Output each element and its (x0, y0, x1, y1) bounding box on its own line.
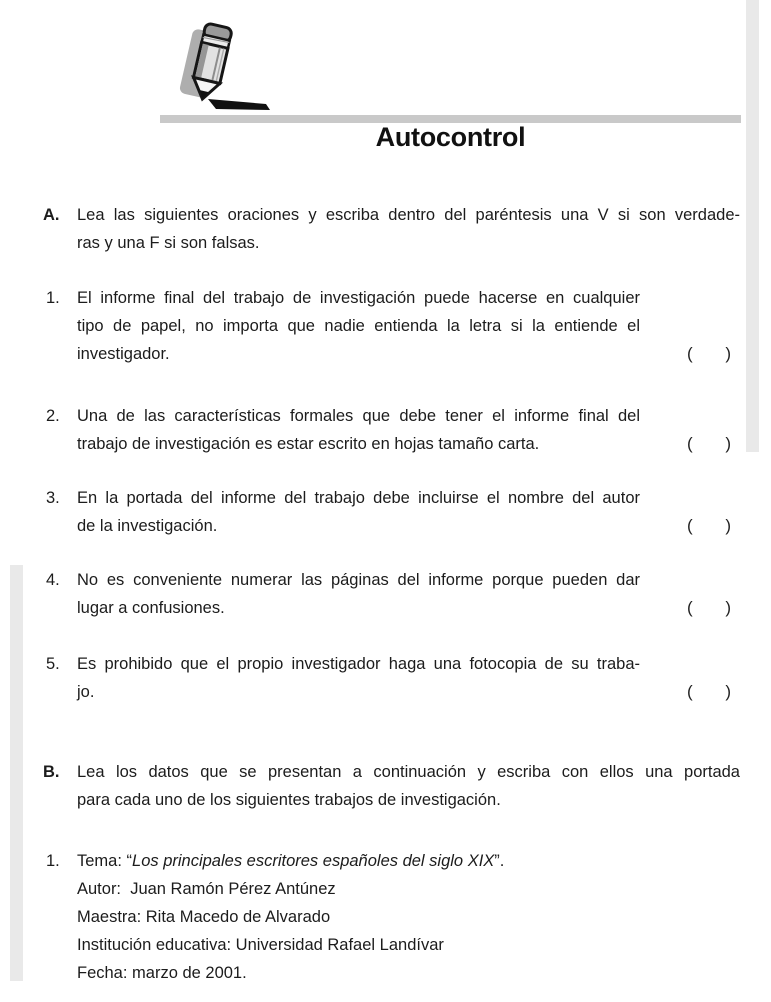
item-number: 2. (46, 407, 60, 425)
paren-close: ) (725, 682, 731, 701)
question-line: 5. Es prohibido que el propio investigador haga una fotocopia de su traba- (77, 650, 640, 678)
paren-close: ) (725, 598, 731, 617)
section-a-intro (43, 201, 740, 257)
paren-close: ) (725, 344, 731, 363)
tema-line: 1. Tema: “Los principales escritores españoles del siglo XIX”. (77, 847, 640, 875)
item-number: 5. (46, 655, 60, 673)
section-a-intro-line: A. Lea las siguientes oraciones y escriba dentro del paréntesis una V si son verdade- (77, 201, 740, 229)
question-line: 2. Una de las características formales que debe tener el informe final del (77, 402, 640, 430)
question-line: jo. ( ) (77, 678, 640, 706)
item-number: 1. (46, 289, 60, 307)
item-number: 1. (46, 852, 60, 870)
autor-line: Autor: Juan Ramón Pérez Antúnez (77, 880, 336, 898)
question-item-5 (46, 650, 731, 706)
maestra-line: Maestra: Rita Macedo de Alvarado (77, 908, 331, 926)
section-b-intro-line: para cada uno de los siguientes trabajos de investigación. (77, 791, 501, 809)
question-item-1 (46, 284, 731, 368)
paren-close: ) (725, 434, 731, 453)
tema-title-italic: Los principales escritores españoles del siglo XIX (132, 852, 495, 870)
fecha-line: Fecha: marzo de 2001. (77, 964, 247, 982)
question-line: 3. En la portada del informe del trabajo debe incluirse el nombre del autor (77, 484, 640, 512)
section-a-label: A. (43, 206, 60, 224)
paren-open: ( (687, 682, 693, 701)
question-line: de la investigación. ( ) (77, 512, 640, 540)
question-line: lugar a confusiones. ( ) (77, 594, 640, 622)
question-line: 4. No es conveniente numerar las páginas del informe porque pueden dar (77, 566, 640, 594)
answer-parentheses (687, 340, 731, 368)
pencil-icon (150, 18, 272, 118)
answer-parentheses (687, 512, 731, 540)
paren-open: ( (687, 598, 693, 617)
question-item-4 (46, 566, 731, 622)
question-line: 1. El informe final del trabajo de investigación puede hacerse en cualquier (77, 284, 640, 312)
section-b-intro (43, 758, 740, 814)
page-edge-shadow-right (746, 0, 759, 452)
question-item-2 (46, 402, 731, 458)
item-number: 4. (46, 571, 60, 589)
page-title: Autocontrol (375, 122, 526, 152)
paren-open: ( (687, 344, 693, 363)
question-line: trabajo de investigación es estar escrito en hojas tamaño carta. ( ) (77, 430, 640, 458)
institucion-line: Institución educativa: Universidad Rafael Landívar (77, 936, 444, 954)
section-b-intro-line: B. Lea los datos que se presentan a continuación y escriba con ellos una portada (77, 758, 740, 786)
question-line: tipo de papel, no importa que nadie entienda la letra si la entiende el (77, 317, 640, 335)
paren-open: ( (687, 516, 693, 535)
section-b-label: B. (43, 763, 60, 781)
portada-item-1 (46, 847, 640, 987)
item-number: 3. (46, 489, 60, 507)
paren-open: ( (687, 434, 693, 453)
question-item-3 (46, 484, 731, 540)
answer-parentheses (687, 430, 731, 458)
answer-parentheses (687, 594, 731, 622)
answer-parentheses (687, 678, 731, 706)
question-line: investigador. ( ) (77, 340, 640, 368)
paren-close: ) (725, 516, 731, 535)
section-a-intro-line: ras y una F si son falsas. (77, 234, 260, 252)
page-edge-shadow-left (10, 565, 23, 981)
